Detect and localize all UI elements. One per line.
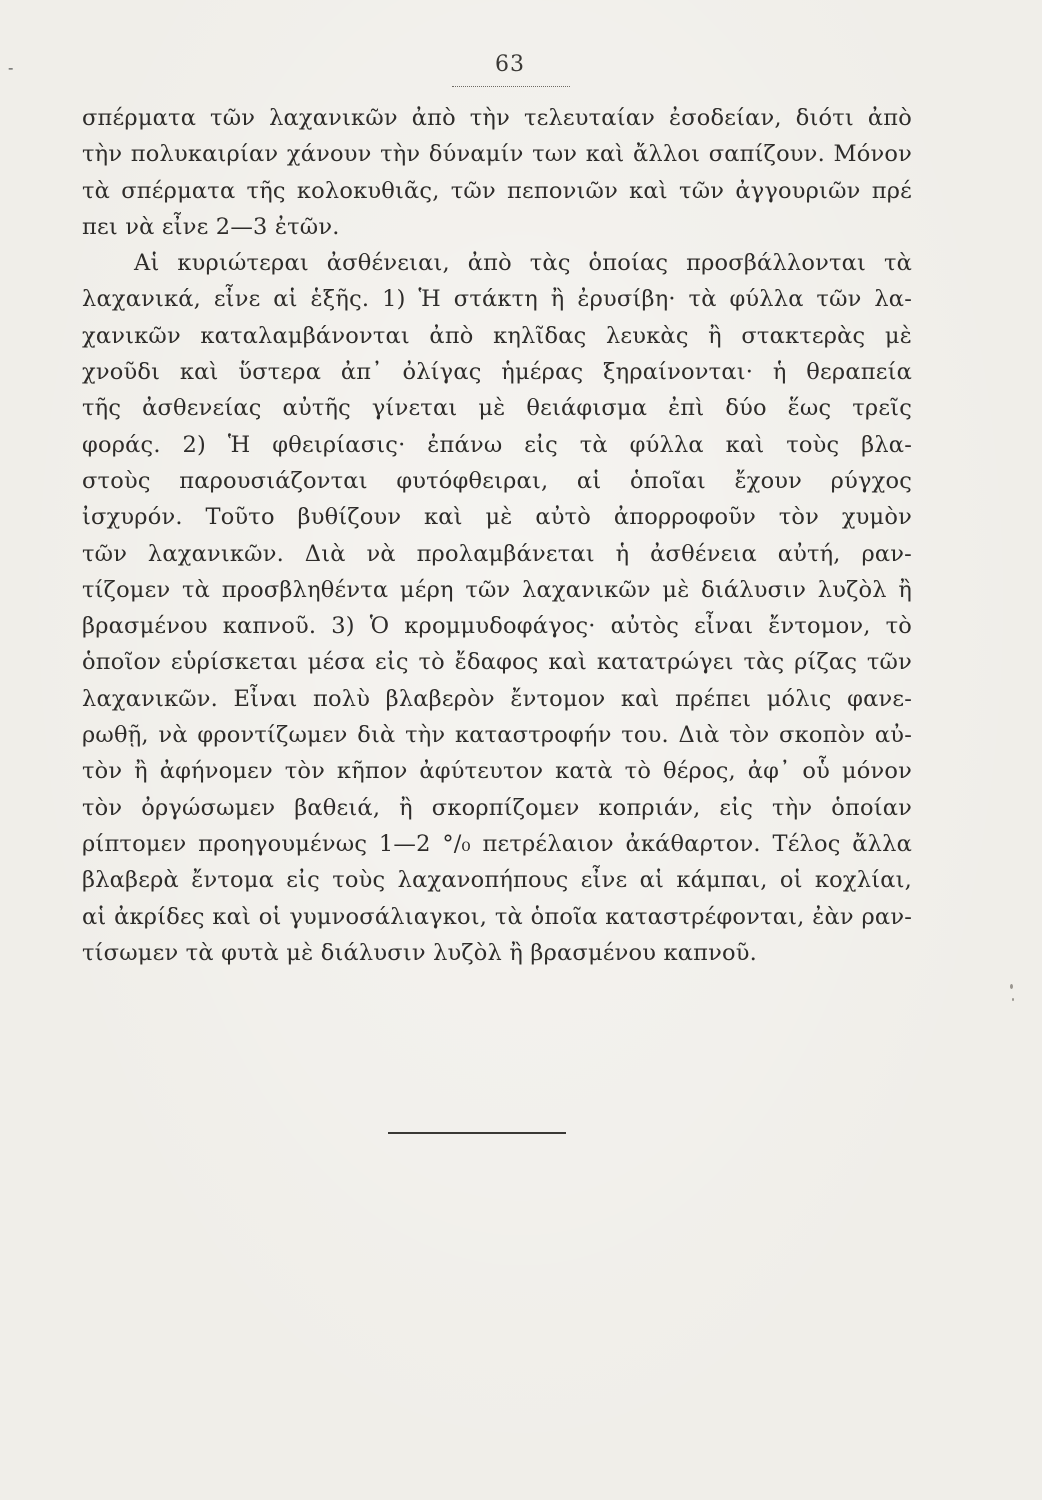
paper-speck [1012, 998, 1014, 1001]
text-line: αἱ ἀκρίδες καὶ οἱ γυμνοσάλιαγκοι, τὰ ὁποῖα καταστρέφονται, ἐὰν ραν- [82, 903, 912, 930]
paragraph-start-line: Αἱ κυριώτεραι ἀσθένειαι, ἀπὸ τὰς ὁποίας προσβάλλονται τὰ [134, 250, 912, 277]
text-line: σπέρματα τῶν λαχανικῶν ἀπὸ τὴν τελευταίαν ἐσοδείαν, διότι ἀπὸ [82, 105, 912, 131]
text-line: στοὺς παρουσιάζονται φυτόφθειραι, αἱ ὁποῖαι ἔχουν ρύγχος [82, 467, 912, 494]
margin-mark: - [8, 58, 14, 77]
text-line: τίζομεν τὰ προσβληθέντα μέρη τῶν λαχανικῶν μὲ διάλυσιν λυζὸλ ἢ [82, 576, 912, 603]
text-line: τὸν ὀργώσωμεν βαθειά, ἢ σκορπίζομεν κοπριάν, εἰς τὴν ὁποίαν [82, 794, 912, 821]
text-line: φοράς. 2) Ἡ φθειρίασις· ἐπάνω εἰς τὰ φύλλα καὶ τοὺς βλα- [82, 431, 912, 458]
paper-speck [1010, 984, 1013, 989]
text-line: λαχανικῶν. Εἶναι πολὺ βλαβερὸν ἔντομον καὶ πρέπει μόλις φανε- [82, 685, 912, 712]
text-line: ρίπτομεν προηγουμένως 1—2 °/₀ πετρέλαιον ἀκάθαρτον. Τέλος ἄλλα [82, 830, 912, 857]
text-line: τίσωμεν τὰ φυτὰ μὲ διάλυσιν λυζὸλ ἢ βρασμένου καπνοῦ. [82, 939, 758, 966]
text-line: πει νὰ εἶνε 2—3 ἐτῶν. [82, 213, 340, 240]
text-line: ρωθῇ, νὰ φροντίζωμεν διὰ τὴν καταστροφήν του. Διὰ τὸν σκοπὸν αὐ- [82, 722, 912, 749]
text-line: χνοῦδι καὶ ὕστερα ἀπ᾽ ὀλίγας ἡμέρας ξηραίνονται· ἡ θεραπεία [82, 359, 912, 386]
text-line: ὁποῖον εὑρίσκεται μέσα εἰς τὸ ἔδαφος καὶ κατατρώγει τὰς ρίζας τῶν [82, 649, 912, 676]
page-number-underline [452, 86, 570, 87]
text-line: ἰσχυρόν. Τοῦτο βυθίζουν καὶ μὲ αὐτὸ ἀπορροφοῦν τὸν χυμὸν [82, 504, 912, 531]
text-line: τῆς ἀσθενείας αὐτῆς γίνεται μὲ θειάφισμα ἐπὶ δύο ἕως τρεῖς [82, 395, 912, 422]
text-line: χανικῶν καταλαμβάνονται ἀπὸ κηλῖδας λευκὰς ἢ στακτερὰς μὲ [82, 322, 912, 349]
text-line: τῶν λαχανικῶν. Διὰ νὰ προλαμβάνεται ἡ ἀσθένεια αὐτή, ραν- [82, 540, 912, 567]
page-number: 63 [495, 52, 525, 77]
text-line: τὸν ἢ ἀφήνομεν τὸν κῆπον ἀφύτευτον κατὰ τὸ θέρος, ἀφ᾽ οὗ μόνον [82, 758, 912, 785]
body-text [82, 100, 912, 971]
text-line: τὰ σπέρματα τῆς κολοκυθιᾶς, τῶν πεπονιῶν καὶ τῶν ἀγγουριῶν πρέ [82, 177, 912, 204]
text-line: τὴν πολυκαιρίαν χάνουν τὴν δύναμίν των καὶ ἄλλοι σαπίζουν. Μόνον [82, 141, 912, 168]
text-line: βλαβερὰ ἔντομα εἰς τοὺς λαχανοπήπους εἶνε αἱ κάμπαι, οἱ κοχλίαι, [82, 867, 912, 894]
section-end-rule [388, 1132, 566, 1134]
text-line: βρασμένου καπνοῦ. 3) Ὁ κρομμυδοφάγος· αὐτὸς εἶναι ἔντομον, τὸ [82, 613, 912, 640]
text-line: λαχανικά, εἶνε αἱ ἑξῆς. 1) Ἡ στάκτη ἢ ἐρυσίβη· τὰ φύλλα τῶν λα- [82, 286, 912, 313]
